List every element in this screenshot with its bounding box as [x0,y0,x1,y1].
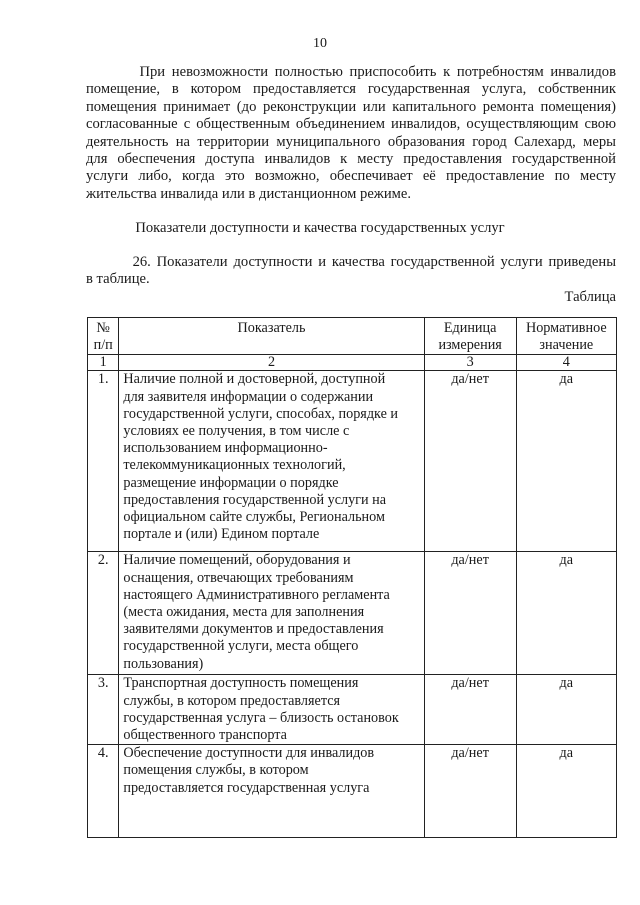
indicator-line: общественного транспорта [123,727,287,744]
indicator-line: Наличие полной и достоверной, доступной [123,371,386,388]
indicator-line: использованием информационно- [123,440,328,457]
indicator-line: предоставляется государственная услуга [123,779,370,796]
table-row [88,371,617,552]
indicator-line: государственная услуга – близость остановок [123,709,399,726]
indicator-line: официальном сайте службы, Региональном [123,509,385,526]
indicator-line: пользования) [123,655,204,672]
table-caption: Таблица [564,289,616,305]
paragraph-line: в таблице. [86,271,150,288]
indicator-line: портале и (или) Едином портале [123,526,320,543]
intro-paragraph [86,64,616,203]
paragraph-line: деятельность на территории муниципального образования город Салехард, меры [86,133,616,150]
header-norm: Нормативное значение [516,318,616,355]
row-norm: да [516,745,616,838]
item-paragraph [86,254,616,289]
section-heading: Показатели доступности и качества государственных услуг [135,220,505,236]
row-number: 3. [88,675,119,745]
paragraph-line: 26. Показатели доступности и качества государственной услуги приведены [86,254,616,270]
indicator-line: телекоммуникационных технологий, [123,457,346,474]
indicator-line: заявителями документов и предоставления [123,621,384,638]
indicator-line: размещение информации о порядке [123,474,339,491]
row-unit: да/нет [424,675,516,745]
row-unit: да/нет [424,745,516,838]
row-indicator [119,675,424,745]
row-norm: да [516,552,616,675]
row-number: 2. [88,552,119,675]
table-row [88,675,617,745]
row-number: 4. [88,745,119,838]
indicator-line: для заявителя информации о содержании [123,388,374,405]
column-number-row [88,355,617,371]
paragraph-line: для обеспечения доступа инвалидов к месту предоставления государственной [86,151,616,168]
paragraph-line: При невозможности полностью приспособить к потребностям инвалидов [86,64,616,80]
row-unit: да/нет [424,371,516,552]
paragraph-line: услуги либо, когда это возможно, обеспечивает её предоставление по месту [86,168,616,185]
row-unit: да/нет [424,552,516,675]
row-indicator [119,552,424,675]
indicator-line: (места ожидания, места для заполнения [123,604,365,621]
indicator-line: Транспортная доступность помещения [123,675,359,692]
header-indicator: Показатель [119,318,424,355]
column-number: 2 [119,355,424,371]
page-number: 10 [313,36,327,51]
indicator-line: оснащения, отвечающих требованиям [123,569,354,586]
indicator-line: настоящего Административного регламента [123,586,390,603]
indicators-table [87,317,617,838]
column-number: 1 [88,355,119,371]
header-unit: Единица измерения [424,318,516,355]
paragraph-line: согласованные с общественным объединением инвалидов, осуществляющим свою [86,116,616,133]
paragraph-line: жительства инвалида или в дистанционном режиме. [86,185,412,202]
table-row [88,552,617,675]
table-row [88,745,617,838]
row-indicator [119,371,424,552]
row-number: 1. [88,371,119,552]
row-norm: да [516,675,616,745]
indicator-line: государственной услуги, способах, порядке и [123,405,399,422]
indicator-line: службы, в котором предоставляется [123,692,341,709]
header-num: № п/п [88,318,119,355]
paragraph-line: помещение, в котором предоставляется государственная услуга, собственник [86,81,616,98]
indicator-line: условиях ее получения, в том числе с [123,423,350,440]
indicator-line: Наличие помещений, оборудования и [123,552,351,569]
row-norm: да [516,371,616,552]
table-header-row [88,318,617,355]
row-indicator [119,745,424,838]
indicator-line: государственной услуги, места общего [123,638,359,655]
indicator-line: помещения службы, в котором [123,762,309,779]
indicator-line: предоставления государственной услуги на [123,491,387,508]
column-number: 3 [424,355,516,371]
indicator-line: Обеспечение доступности для инвалидов [123,745,375,762]
column-number: 4 [516,355,616,371]
paragraph-line: помещения принимает (до реконструкции или капитального ремонта помещения) [86,98,616,115]
